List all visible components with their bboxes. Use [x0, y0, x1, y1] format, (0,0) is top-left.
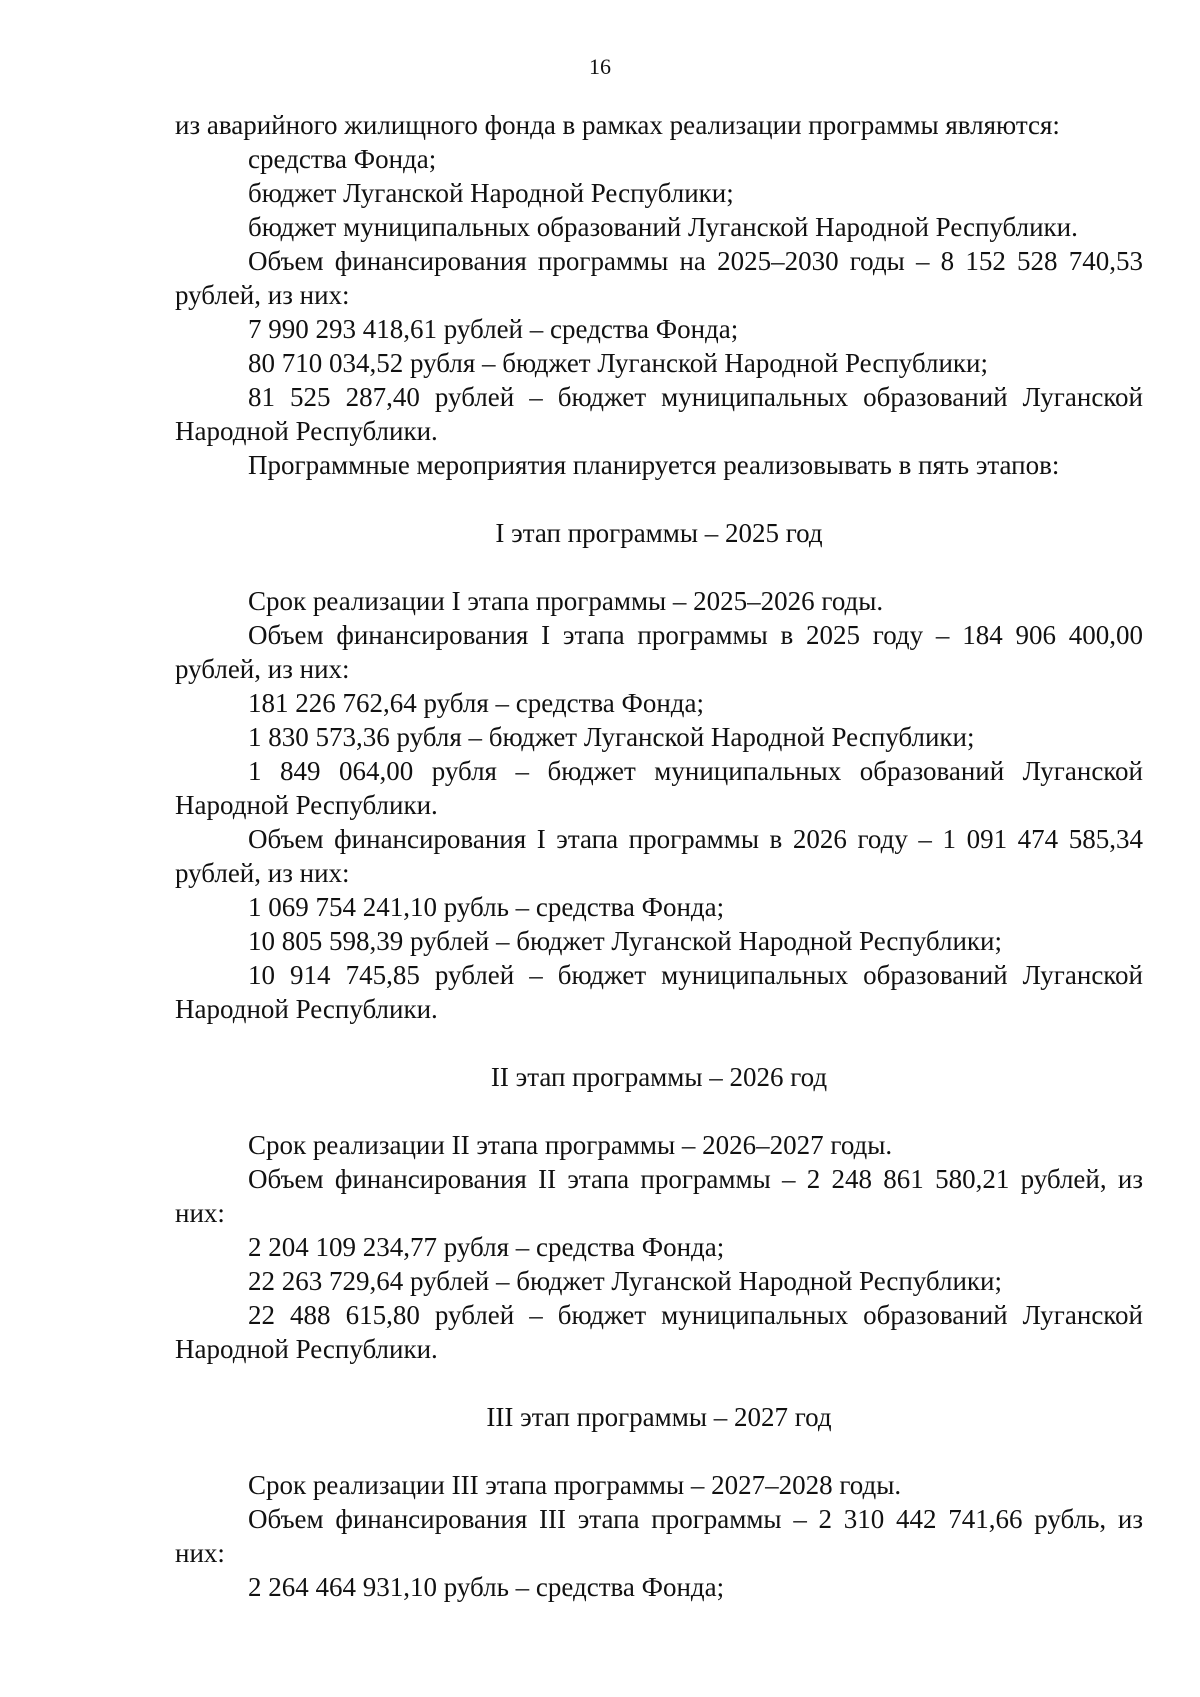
financing-item: 2 204 109 234,77 рубля – средства Фонда;	[248, 1232, 725, 1262]
financing-item: 2 264 464 931,10 рубль – средства Фонда;	[248, 1572, 725, 1602]
financing-item: 81 525 287,40 рублей – бюджет муниципальных образований Луганской Народной Республики.	[175, 382, 1143, 446]
financing-item: 181 226 762,64 рубля – средства Фонда;	[248, 688, 705, 718]
document-body	[175, 108, 1143, 1604]
page-number: 16	[589, 54, 611, 79]
stages-intro: Программные мероприятия планируется реализовывать в пять этапов:	[248, 450, 1060, 480]
stage1-financing-2026: Объем финансирования I этапа программы в 2026 году – 1 091 474 585,34 рублей, из них:	[175, 824, 1143, 888]
financing-item: 22 263 729,64 рублей – бюджет Луганской Народной Республики;	[248, 1266, 1002, 1296]
financing-item: 10 914 745,85 рублей – бюджет муниципальных образований Луганской Народной Республики.	[175, 960, 1143, 1024]
financing-item: 22 488 615,80 рублей – бюджет муниципальных образований Луганской Народной Республики.	[175, 1300, 1143, 1364]
total-financing: Объем финансирования программы на 2025–2030 годы – 8 152 528 740,53 рублей, из них:	[175, 246, 1143, 310]
financing-item: 7 990 293 418,61 рублей – средства Фонда;	[248, 314, 739, 344]
stage2-financing: Объем финансирования II этапа программы – 2 248 861 580,21 рублей, из них:	[175, 1164, 1143, 1228]
stage3-heading: III этап программы – 2027 год	[486, 1402, 832, 1432]
financing-item: 1 849 064,00 рубля – бюджет муниципальных образований Луганской Народной Республики.	[175, 756, 1143, 820]
financing-item: 10 805 598,39 рублей – бюджет Луганской Народной Республики;	[248, 926, 1002, 956]
stage3-term: Срок реализации III этапа программы – 2027–2028 годы.	[248, 1470, 902, 1500]
source-item: бюджет Луганской Народной Республики;	[248, 178, 734, 208]
stage1-term: Срок реализации I этапа программы – 2025–2026 годы.	[248, 586, 884, 616]
stage2-term: Срок реализации II этапа программы – 2026–2027 годы.	[248, 1130, 893, 1160]
financing-item: 80 710 034,52 рубля – бюджет Луганской Народной Республики;	[248, 348, 988, 378]
financing-item: 1 830 573,36 рубля – бюджет Луганской Народной Республики;	[248, 722, 975, 752]
financing-item: 1 069 754 241,10 рубль – средства Фонда;	[248, 892, 725, 922]
source-item: бюджет муниципальных образований Луганской Народной Республики.	[248, 212, 1078, 242]
stage1-heading: I этап программы – 2025 год	[495, 518, 823, 548]
stage3-financing: Объем финансирования III этапа программы – 2 310 442 741,66 рубль, из них:	[175, 1504, 1143, 1568]
stage1-financing-2025: Объем финансирования I этапа программы в 2025 году – 184 906 400,00 рублей, из них:	[175, 620, 1143, 684]
source-item: средства Фонда;	[248, 144, 437, 174]
intro-line: из аварийного жилищного фонда в рамках реализации программы являются:	[175, 110, 1060, 140]
stage2-heading: II этап программы – 2026 год	[490, 1062, 828, 1092]
